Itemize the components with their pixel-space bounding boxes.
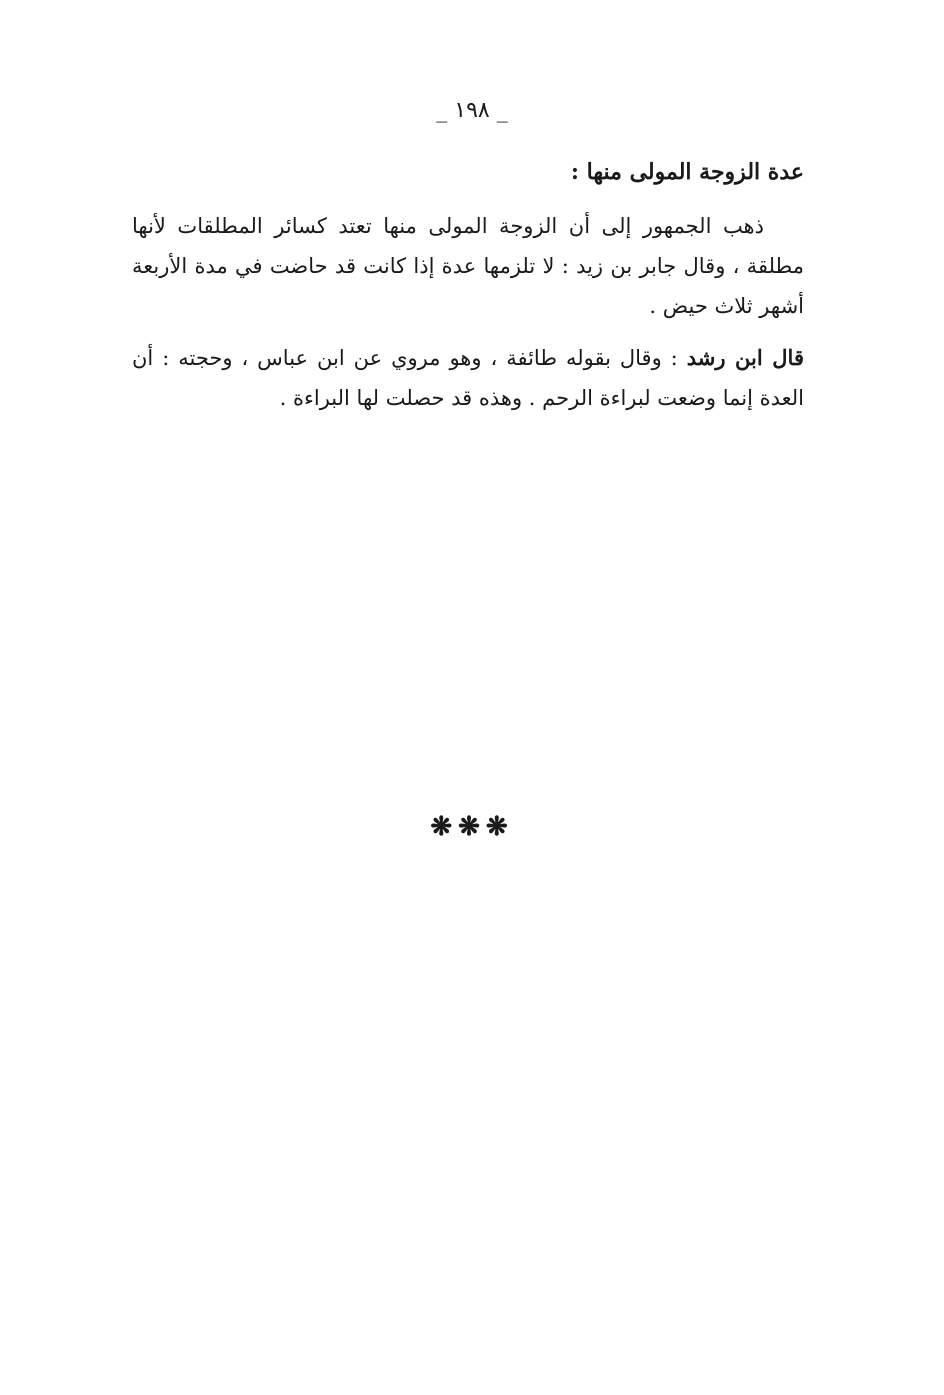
paragraph-text: : وقال بقوله طائفة ، وهو مروي عن ابن عباس ، وحجته : أن العدة إنما وضعت لبراءة الرحم . وهذه قد حصلت لها البراءة . <box>132 346 804 410</box>
section-title: عدة الزوجة المولى منها : <box>570 159 804 185</box>
paragraph <box>132 206 804 326</box>
paragraph-text: ذهب الجمهور إلى أن الزوجة المولى منها تعتد كسائر المطلقات لأنها مطلقة ، وقال جابر بن زيد : لا تلزمها عدة إذا كانت قد حاضت في مدة الأربعة أشهر ثلاث حيض . <box>132 214 804 318</box>
paragraph-lead: قال ابن رشد <box>686 345 804 370</box>
page-number: _ ١٩٨ _ <box>436 98 508 123</box>
section-separator: ❋❋❋ <box>430 812 514 842</box>
page-content <box>132 150 804 428</box>
paragraph <box>132 338 804 418</box>
